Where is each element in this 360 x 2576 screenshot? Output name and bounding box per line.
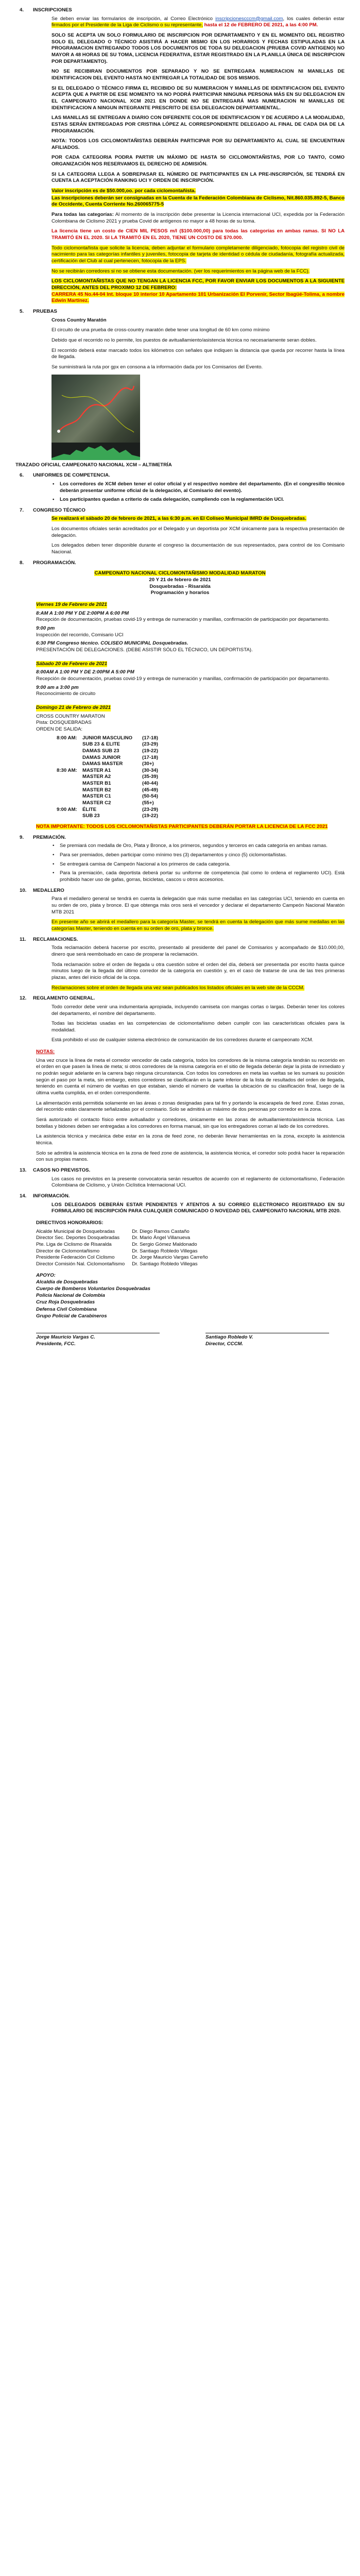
medallero-p1: Para el medallero general se tendrá en cuenta la delegación que más sume medallas en las categorías UCI, teniendo en cuenta en su orden de oro, plata y bronce. El que obtenga más oros será el vencedor y declarar el departamento Campeón Nacional Maratón MTB 2021 [52,896,345,915]
schedule-event: 9:00 pm Inspección del recorrido, Comisario UCI [36,625,124,638]
category-name-cell: MASTER A1 [82,767,111,773]
programacion-schedule [36,597,345,831]
table-row [57,807,161,814]
category-time-cell: 9:00 AM: [57,806,77,812]
table-row [57,800,161,807]
inscripciones-email-link[interactable]: inscripcionescccm@gmail.com [215,15,283,22]
table-row [57,781,161,787]
directivo-person-cell: Dr. Santiago Robledo Villegas [132,1261,198,1267]
category-name-cell: MASTER C1 [82,793,111,800]
table-row [57,774,161,781]
inscripciones-categorias: Para todas las categorías: Al momento de la inscripción debe presentar la Licencia internacional UCI, expedida por la Federación Colombiana de Ciclismo 2021 y prueba Covid de antígenos no mayor a 48 horas de su toma. [52,212,345,224]
reclamaciones-p2: Toda reclamación sobre el orden de llegada u otra cuestión sobre el orden del día, deberá ser presentada por escrito hasta quince minutos luego de la llegada del último corredor de la categoría en cuestión y, en el caso de tratarse de una de las tres primeras plazas, antes del inicio oficial de la copa. [52,961,345,980]
directivo-role-cell: Director Sec. Deportes Dosquebradas [36,1235,120,1241]
section-pruebas-heading: 5. PRUEBAS [20,308,57,314]
inscripciones-p4: SI EL DELEGADO O TÉCNICO FIRMA EL RECIBIDO DE SU NUMERACION Y MANILLAS DE IDENTIFICACION DEL EVENTO ACEPTA QUE A PARTIR DE ESE MOMENTO YA NO PODRÁ PARTICIPAR NINGUNA PERSONA MÁS EN SU DELEGACION EN EL CAMPEONATO NACIONAL XCM 2021 EN DONDE NO SE ENTREGARÁ MAS NUMERACION NI MANILLAS DE IDENTIFICACION A NINGUN INTEGRANTE PRESCRITO DE ESA DELEGACION DEPARTAMENTAL. [52,85,345,111]
inscripciones-licencia-costo: La licencia tiene un costo de CIEN MIL PESOS m/l ($100.000,00) para todas las categorías en ambas ramas. SI NO LA TRAMITÓ EN EL 2020. SI LA TRAMITÓ EN EL 2020, TIENE UN COSTO DE $70.000. [52,228,345,241]
programacion-subtitle: Programación y horarios [150,590,210,596]
directivo-person-cell: Dr. Santiago Robledo Villegas [132,1248,198,1254]
table-row [57,735,161,742]
categories-table [57,735,161,820]
table-row [57,741,161,748]
inscripciones-valor: Valor inscripción es de $50.000,oo. por cada ciclomontañista. [52,188,196,194]
inscripciones-p2: SOLO SE ACEPTA UN SOLO FORMULARIO DE INSCRIPCION POR DEPARTAMENTO Y EN EL MOMENTO DEL REGISTRO SOLO EL DELEGADO O TÉCNICO ASISTIRÁ A HACER MISMO EN LOS HORARIOS Y FECHAS ESTIPULADAS EN LA PROGRAMACION ENTREGANDO TODOS LOS DOCUMENTOS DE TODA SU DELEGACION (PRUEBA COVID ANTIGENO) NO MAYOR A 48 HORAS DE SU TOMA, LICENCIA FEDERATIVA, ESTAR REGISTRADO EN LA PLANILLA ÚNICA DE INSCRIPCION POR DEPARTAMENTO). [52,32,345,64]
section-medallero-heading: 10. MEDALLERO [20,887,64,893]
directivo-person-cell: Dr. Sergio Gómez Maldonado [132,1241,197,1247]
reclamaciones-p1: Toda reclamación deberá hacerse por escrito, presentado al presidente del panel de Comisarios y acompañado de $10.000,00, dinero que será reembolsado en caso de prosperar la reclamación. [52,945,345,957]
medallero-p2: En presente año se abrirá el medallero para la categoría Master, se tendrá en cuenta la delegación que más sume medallas en las categorías Master, teniendo en cuenta en su orden de oro, plata y bronce. [52,919,345,931]
category-age-cell: (23-29) [142,806,158,812]
category-time-cell [57,781,82,787]
section-informacion [52,1202,345,1215]
directivos-table-body [36,1229,215,1268]
reglamento-p3: Está prohibido el uso de cualquier sistema electrónico de comunicación de los corredores durante el campeonato XCM. [52,1037,314,1043]
section-uniformes-heading: 6. UNIFORMES DE COMPETENCIA. [20,472,110,479]
route-track-icon [52,375,140,443]
pruebas-p3: El recorrido deberá estar marcado todos los kilómetros con señales que indiquen la distancia que queda por recorrer hasta la línea de llegada. [52,347,345,360]
section-premiacion-heading: 9. PREMIACIÓN. [20,834,66,840]
list-item: Defensa Civil Colombiana [36,1306,97,1312]
inscripciones-p8: SI LA CATEGORIA LLEGA A SOBREPASAR EL NÚMERO DE PARTICIPANTES EN LA PRE-INSCRIPCIÓN, SE TENDRÁ EN CUENTA LA ACEPTACIÓN RANKING UCI Y ORDEN DE INSCRIPCIÓN. [52,171,345,184]
informacion-p1: LOS DELEGADOS DEBERÁN ESTAR PENDIENTES Y ATENTOS A SU CORREO ELECTRONICO REGISTRADO EN SU FORMULARIO DE INSCRIPCIÓN PARA CUALQUIER COMUNICADO O NOVEDAD DEL CAMPEONATO NACIONAL MTB 2020. [52,1201,345,1214]
reglamento-p2: Todas las bicicletas usadas en las competencias de ciclomontañismo deben cumplir con las características oficiales para la modalidad. [52,1021,345,1033]
inscripciones-no-recibir: No se recibirán corredores si no se obtiene esta documentación. (ver los requerimientos en la página web de la FCC). [52,268,310,274]
table-row [36,1255,215,1261]
category-age-cell: (17-18) [142,754,158,760]
category-time-cell: 8:00 AM: [57,735,77,741]
directivo-person-cell: Dr. Mario Ángel Villanueva [132,1235,191,1241]
section-inscripciones-heading: 4. INSCRIPCIONES [20,7,72,13]
notas-heading: NOTAS: [36,1049,55,1055]
directivo-role-cell: Director Comisión Nal. Ciclomontañismo [36,1261,125,1267]
inscripciones-sin-licencia: LOS CICLOMONTAÑISTAS QUE NO TENGAN LA LICENCIA FCC, POR FAVOR ENVIAR LOS DOCUMENTOS A LA SIGUIENTE DIRECCIÓN, ANTES DEL PROXIMO 12 DE FEBRERO: CARRERA 45 No.44-04 Int. bloque 10 interior 10 Apartamento 101 Urbanización El Porvenir, Sector Ibagüé-Tolima, a nombre Edwin Martínez. [52,278,345,304]
congreso-p3: Los delegados deben tener disponible durante el congreso la documentación de sus representados, para control de los Comisario Nacional. [52,543,345,555]
section-reclamaciones [52,945,345,991]
list-item: • Los corredores de XCM deben tener el color oficial y el respectivo nombre del departamento. (En el congresillo técnico deberán presentar uniforme oficial de la delegación, al Comisario del evento). [52,481,345,494]
notas-p1: Una vez cruce la línea de meta el corredor vencedor de cada categoría, todos los corredores de la misma categoría tendrán su recorrido en el orden en que pasen la línea de meta; si otros corredores de la misma categoría en el sitio de llegada deberán dejar la pista de inmediato y no podrán seguir adelante en la carrera bajo ninguna circunstancia. Con todos los corredores en meta las vueltas se les sumará su posición según el paso por la meta, sin embargo, estos corredores se clasificarán en la parte inferior de la lista de resultados del orden de llegada, teniendo en cuenta el número de vueltas en que estaban, siendo el número de vueltas la ubicación de su clasificación final, luego de la última vuelta cumplida, en el orden correspondiente. [36,1057,345,1096]
section-congreso [52,516,345,555]
section-pruebas [52,317,345,371]
category-age-cell: (30+) [142,761,154,767]
category-name-cell: MASTER B2 [82,787,111,793]
reclamaciones-p3: Reclamaciones sobre el orden de llegada una vez sean publicados los listados oficiales en la web site de la CCCM. [52,985,305,991]
signature-president [36,1333,160,1347]
programacion-nota: NOTA IMPORTANTE: TODOS LOS CICLOMONTAÑISTAS PARTICIPANTES DEBERÁN PORTAR LA LICENCIA DE LA FCC 2021 [36,824,328,830]
category-name-cell: DAMAS SUB 23 [82,748,119,754]
elevation-profile [52,443,140,460]
category-age-cell: (23-29) [142,741,158,748]
notas-p3: Será autorizado el contacto físico entre avituallador y corredores, únicamente en las zonas de avituallamiento/asistencia técnica. Las botellas y bidones deben ser entregadas a los corredores en forma manual, sin que los entregadores corran al lado de los corredores. [36,1117,345,1129]
route-caption: TRAZADO OFICIAL CAMPEONATO NACIONAL XCM – ALTIMETRÍA [15,462,172,468]
inscripciones-p7: POR CADA CATEGORIA PODRA PARTIR UN MÁXIMO DE HASTA 50 CICLOMONTAÑISTAS, POR LO TANTO, COMO ORGANIZACIÓN NOS RESERVAMOS EL DERECHO DE ADMISIÓN. [52,155,345,167]
table-row [36,1235,215,1242]
directivo-role-cell: Alcalde Municipal de Dosquebradas [36,1228,115,1234]
inscripciones-cuenta: Las inscripciones deberán ser consignadas en la Cuenta de la Federación Colombiana de Ciclismo, Nit.860.035.892-5, Banco de Occidente, Cuenta Corriente No.260065775-5 [52,195,345,208]
category-name-cell: DAMAS MASTER [82,761,123,767]
category-time-cell: 8:30 AM: [57,767,77,773]
list-item: • Se entregará camisa de Campeón Nacional a los primeros de cada categoría. [52,861,345,868]
category-name-cell: ÉLITE [82,806,97,812]
categories-table-body [57,735,161,820]
elevation-chart-icon [52,443,140,460]
inscripciones-requisitos: Todo ciclomontañista que solicite la licencia, deben adjuntar el formulario completamente diligenciado, fotocopia del registro civil de nacimiento para las categorías infantiles y juveniles, fotocopia de tarjeta de identidad o cédula de ciudadanía, fotografía actualizada, certificación del Club al cual pertenecen, fotocopia de la EPS. [52,245,345,264]
category-time-cell [57,761,82,768]
section-casos-heading: 13. CASOS NO PREVISTOS. [20,1167,91,1173]
table-row [57,813,161,820]
section-reglamento-heading: 12. REGLAMENTO GENERAL. [20,995,95,1002]
inscripciones-intro: Se deben enviar las formularios de inscripción, al Correo Electrónico inscripcionescccm@gmail.com, los cuales deberán estar firmados por el Presidente de la Liga de Ciclismo o su representante, hasta el 12 de FEBRERO DE 2021, a las 4:00 PM. [52,15,345,28]
inscripciones-nota: NOTA: TODOS LOS CICLOMONTAÑISTAS DEBERÁN PARTICIPAR POR SU DEPARTAMENTO AL CUAL SE ENCUENTRAN AFILIADOS. [52,138,345,150]
schedule-event: 8:AM A 1:00 PM Y DE 2:00PM A 6:00 PM Recepción de documentación, pruebas covid-19 y entrega de numeración y manillas, confirmación de participación por departamento. [36,610,330,623]
reglamento-p1: Todo corredor debe venir una indumentaria apropiada, incluyendo camiseta con mangas cortas o largas. Deberán tener los colores del departamento, el nombre del departamento. [52,1004,345,1016]
apoyo-list [36,1272,345,1320]
pruebas-p2: Debido que el recorrido no lo permite, los puestos de avituallamiento/asistencia técnica no necesariamente seran dobles. [52,337,317,343]
category-age-cell: (50-54) [142,793,158,800]
programacion-city: Dosquebradas - Risaralda [149,583,211,589]
inscripciones-p3: NO SE RECIBIRAN DOCUMENTOS POR SEPARADO Y NO SE ENTREGARA NUMERACION NI MANILLAS DE IDENTIFICACION DEL EVENTO HASTA NO ENTREGAR LA TOTALIDAD DE SOS MISMOS. [52,69,345,81]
table-row [36,1229,215,1235]
signature-role: Director, CCCM. [205,1341,244,1347]
list-item: • Para la premiación, cada deportista deberá portar su uniforme de competencia (tal como lo ordena el reglamento UCI). Está prohibido hacer uso de gafas, gorras, bicicletas, cascos u otros accesorios. [52,870,345,883]
day-1-heading: Viernes 19 de Febrero de 2021 [36,602,107,608]
signature-role: Presidente, FCC. [36,1341,76,1347]
directivos-table [36,1229,215,1268]
list-item: • Los participantes quedan a criterio de cada delegación, cumpliendo con la reglamentación UCI. [52,497,345,503]
list-item: Grupo Policial de Carabineros [36,1313,107,1319]
category-age-cell: (19-22) [142,748,158,754]
category-name-cell: SUB 23 & ELITE [82,741,121,748]
apoyo-heading: APOYO: [36,1272,56,1278]
premiacion-list [52,843,345,883]
category-age-cell: (40-44) [142,781,158,787]
table-row [57,787,161,794]
signature-block [36,1333,329,1347]
category-age-cell: (17-18) [142,735,158,741]
directivo-person-cell: Dr. Diego Ramos Castaño [132,1228,190,1234]
table-row [36,1242,215,1248]
section-notas [36,1049,345,1163]
category-time-cell [57,755,82,761]
list-item: • Se premiará con medalla de Oro, Plata y Bronce, a los primeros, segundos y terceros en cada categoría en ambas ramas. [52,843,345,850]
category-time-cell [57,774,82,781]
notas-p5: Solo se admitirá la asistencia técnica en la zona de feed zone de asistencia, la asistencia técnica, el corredor solo podrá hacer la reparación con sus propias manos. [36,1150,345,1163]
day-2-heading: Sábado 20 de Febrero de 2021 [36,660,108,667]
signature-director [205,1333,329,1347]
category-time-cell [57,741,82,748]
day-3-line: CROSS COUNTRY MARATON [36,713,105,719]
signature-name: Santiago Robledo V. [205,1334,253,1341]
pruebas-xcm-label: Cross Country Maratón [52,317,107,323]
category-time-cell [57,793,82,800]
programacion-dates: 20 Y 21 de febrero de 2021 [149,577,211,583]
schedule-event: 6:30 PM Congreso técnico. COLISEO MUNICIPAL Dosquebradas. PRESENTACIÓN DE DELEGACIONES. (DEBE ASISTIR SÓLO EL TÉCNICO, UN DEPORTISTA). [36,640,253,653]
directivos-heading: DIRECTIVOS HONORARIOS: [36,1219,104,1226]
programacion-title: CAMPEONATO NACIONAL CICLOMONTAÑISMO MODALIDAD MARATON [94,570,266,577]
category-time-cell [57,800,82,807]
notas-p4: La asistencia técnica y mecánica debe estar en la zona de feed zone, no deberán llevar herramientas en la zona, excepto la asistencia técnica. [36,1133,345,1146]
uniformes-list [52,481,345,503]
category-time-cell [57,813,82,820]
section-congreso-heading: 7. CONGRESO TÉCNICO [20,507,85,513]
category-time-cell [57,787,82,794]
category-age-cell: (19-22) [142,813,158,819]
congreso-fecha: Se realizará el sábado 20 de febrero de 2021, a las 6:30 p.m. en El Coliseo Municipal IMRD de Dosquebradas. [52,516,306,522]
category-name-cell: MASTER B1 [82,781,111,787]
list-item: Cruz Roja Dosquebradas [36,1299,95,1306]
table-row [57,793,161,800]
table-row [36,1248,215,1255]
category-time-cell [57,748,82,755]
directivo-role-cell: Presidente Federación Col Ciclismo [36,1255,115,1261]
list-item: Cuerpo de Bomberos Voluntarios Dosquebradas [36,1285,150,1292]
casos-p1: Los casos no previstos en la presente convocatoria serán resueltos de acuerdo con el reglamento de ciclomontañismo, Federación Colombiana de Ciclismo, y Unión Ciclística Internacional UCI. [52,1176,345,1189]
list-item: Policía Nacional de Colombia [36,1293,105,1299]
category-age-cell: (35-39) [142,774,158,780]
congreso-p2: Los documentos oficiales serán acreditados por el Delegado y un deportista por XCM únicamente para la respectiva presentación de delegación. [52,526,345,538]
day-3-line: ORDEN DE SALIDA: [36,726,83,732]
pruebas-p4: Se suministrará la ruta por gpx en consona a la información dada por los Comisarios del Evento. [52,364,263,370]
signature-name: Jorge Mauricio Vargas C. [36,1334,95,1341]
table-row [57,768,161,774]
section-medallero [52,896,345,932]
pruebas-p1: El circuito de una prueba de cross-country maratón debe tener una longitud de 60 km como mínimo [52,327,270,333]
table-row [57,755,161,761]
category-age-cell: (30-34) [142,767,158,773]
category-name-cell: JUNIOR MASCULINO [82,735,133,741]
category-name-cell: MASTER C2 [82,800,111,806]
section-inscripciones [52,16,345,304]
table-row [57,761,161,768]
schedule-event: 9:00 am a 3:00 pm Reconocimiento de circuito [36,684,96,697]
day-3-heading: Domingo 21 de Febrero de 2021 [36,704,111,710]
section-reglamento [52,1004,345,1044]
route-map-image [52,375,140,460]
directivo-role-cell: Pte. Liga de Ciclismo de Risaralda [36,1241,112,1247]
list-item: • Para ser premiados, deben participar como mínimo tres (3) departamentos y cinco (5) ciclomontañistas. [52,852,345,859]
table-row [57,748,161,755]
section-reclamaciones-heading: 11. RECLAMACIONES. [20,936,78,942]
list-item: Alcaldía de Dosquebradas [36,1279,98,1285]
category-name-cell: DAMAS JUNIOR [82,754,121,760]
category-name-cell: SUB 23 [82,813,100,819]
category-name-cell: MASTER A2 [82,774,111,780]
category-age-cell: (45-49) [142,787,158,793]
section-informacion-heading: 14. INFORMACIÓN. [20,1193,70,1199]
schedule-event: 8:00AM A 1:00 PM Y DE 2:00PM A 5:00 PM Recepción de documentación, pruebas covid-19 y entrega de numeración y manillas, confirmación de participación por departamento. [36,669,330,682]
route-satellite-map [52,375,140,443]
directivo-role-cell: Director de Ciclomontañismo [36,1248,100,1254]
table-row [36,1261,215,1268]
day-3-line: Pista: DOSQUEBRADAS [36,720,92,726]
section-programacion-heading: 8. PROGRAMACIÓN. [20,560,76,566]
inscripciones-p5: LAS MANILLAS SE ENTREGAN A DIARIO CON DIFERENTE COLOR DE IDENTIFICACION Y DE ACUERDO A LA MODALIDAD, ESTAS SERÁN ENTREGADAS POR CRISTINA LÓPEZ AL CORRESPONDIENTE DELEGADO AL FINAL DE CADA DIA DE LA PROGRAMACIÓN. [52,115,345,134]
section-casos [52,1176,345,1189]
notas-p2: La alimentación está permitida solamente en las áreas o zonas designadas para tal fin y portando la escarapela de feed zone. Estas zonas, del recorrido están claramente señalizadas por el comisario. Solo se admitirá un máximo de dos personas por corredor en la zona. [36,1100,345,1113]
directivo-person-cell: Dr. Jorge Mauricio Vargas Carreño [132,1255,208,1261]
category-age-cell: (55+) [142,800,154,806]
